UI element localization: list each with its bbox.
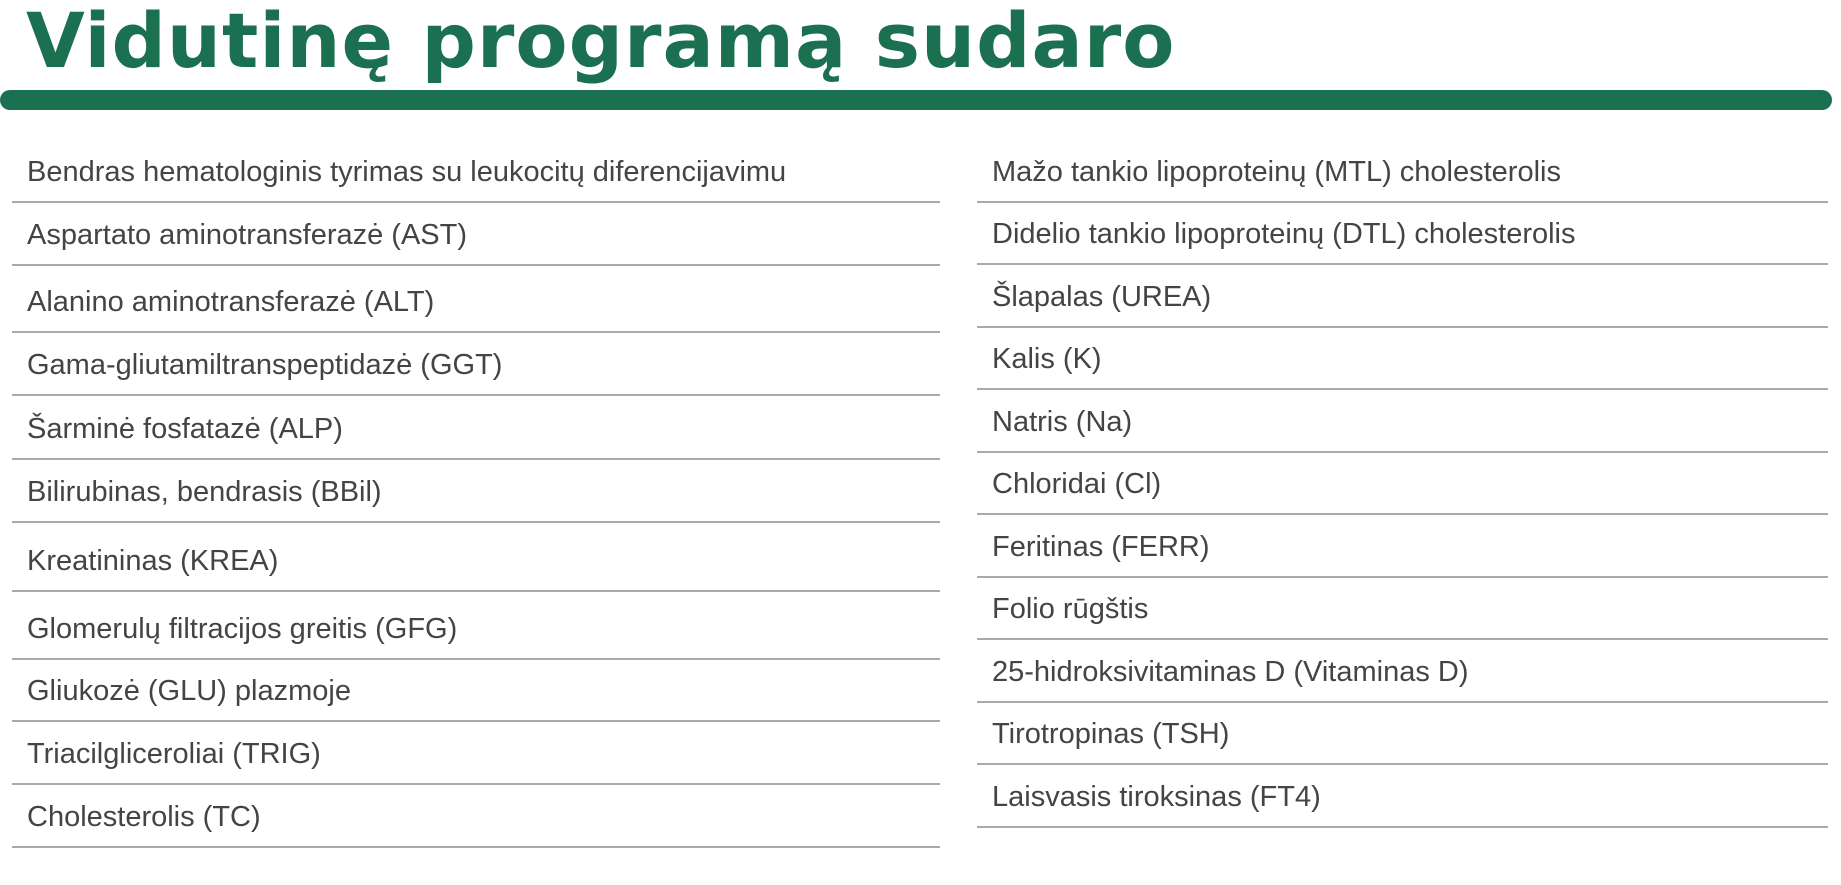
test-list-right bbox=[977, 139, 1828, 828]
list-item-label: Didelio tankio lipoproteinų (DTL) cholesterolis bbox=[992, 218, 1576, 250]
list-item-label: Cholesterolis (TC) bbox=[27, 801, 261, 833]
list-item-label: Bendras hematologinis tyrimas su leukocitų diferencijavimu bbox=[27, 156, 787, 188]
list-item-label: Šarminė fosfatazė (ALP) bbox=[27, 413, 343, 445]
title-underline-bar bbox=[0, 90, 1832, 110]
list-item bbox=[977, 453, 1828, 515]
list-item bbox=[12, 203, 940, 266]
list-item bbox=[977, 703, 1828, 765]
list-item-label: Gliukozė (GLU) plazmoje bbox=[27, 675, 351, 707]
list-item bbox=[977, 265, 1828, 328]
list-item-label: Tirotropinas (TSH) bbox=[992, 718, 1230, 750]
list-item bbox=[977, 203, 1828, 265]
list-item bbox=[12, 266, 940, 333]
list-item bbox=[12, 142, 940, 203]
list-item bbox=[12, 785, 940, 848]
list-item-label: Feritinas (FERR) bbox=[992, 531, 1210, 563]
list-item-label: Kalis (K) bbox=[992, 343, 1102, 375]
list-item bbox=[12, 523, 940, 592]
list-item-label: Natris (Na) bbox=[992, 406, 1133, 438]
list-item bbox=[977, 328, 1828, 390]
list-item-label: Chloridai (Cl) bbox=[992, 468, 1162, 500]
test-list-left bbox=[12, 142, 940, 848]
list-item-label: Šlapalas (UREA) bbox=[992, 281, 1212, 313]
list-item-label: Laisvasis tiroksinas (FT4) bbox=[992, 781, 1321, 813]
list-item-label: Gama-gliutamiltranspeptidazė (GGT) bbox=[27, 349, 503, 381]
list-item bbox=[12, 660, 940, 722]
list-item-label: Bilirubinas, bendrasis (BBil) bbox=[27, 476, 382, 508]
list-item-label: Triacilgliceroliai (TRIG) bbox=[27, 738, 321, 770]
list-item-label: Folio rūgštis bbox=[992, 593, 1149, 625]
list-item bbox=[12, 592, 940, 660]
list-item bbox=[12, 460, 940, 523]
list-item bbox=[12, 722, 940, 785]
page-title: Vidutinę programą sudaro bbox=[26, 0, 1176, 85]
list-item bbox=[977, 390, 1828, 453]
list-item-label: Kreatininas (KREA) bbox=[27, 545, 279, 577]
list-item bbox=[977, 640, 1828, 703]
list-item-label: Glomerulų filtracijos greitis (GFG) bbox=[27, 613, 458, 645]
list-item bbox=[977, 515, 1828, 578]
list-item bbox=[12, 396, 940, 460]
list-item bbox=[977, 139, 1828, 203]
list-item-label: Aspartato aminotransferazė (AST) bbox=[27, 219, 468, 251]
list-item-label: 25-hidroksivitaminas D (Vitaminas D) bbox=[992, 656, 1469, 688]
list-item bbox=[977, 578, 1828, 640]
list-item bbox=[12, 333, 940, 396]
list-item bbox=[977, 765, 1828, 828]
list-item-label: Alanino aminotransferazė (ALT) bbox=[27, 286, 435, 318]
list-item-label: Mažo tankio lipoproteinų (MTL) cholesterolis bbox=[992, 156, 1561, 188]
